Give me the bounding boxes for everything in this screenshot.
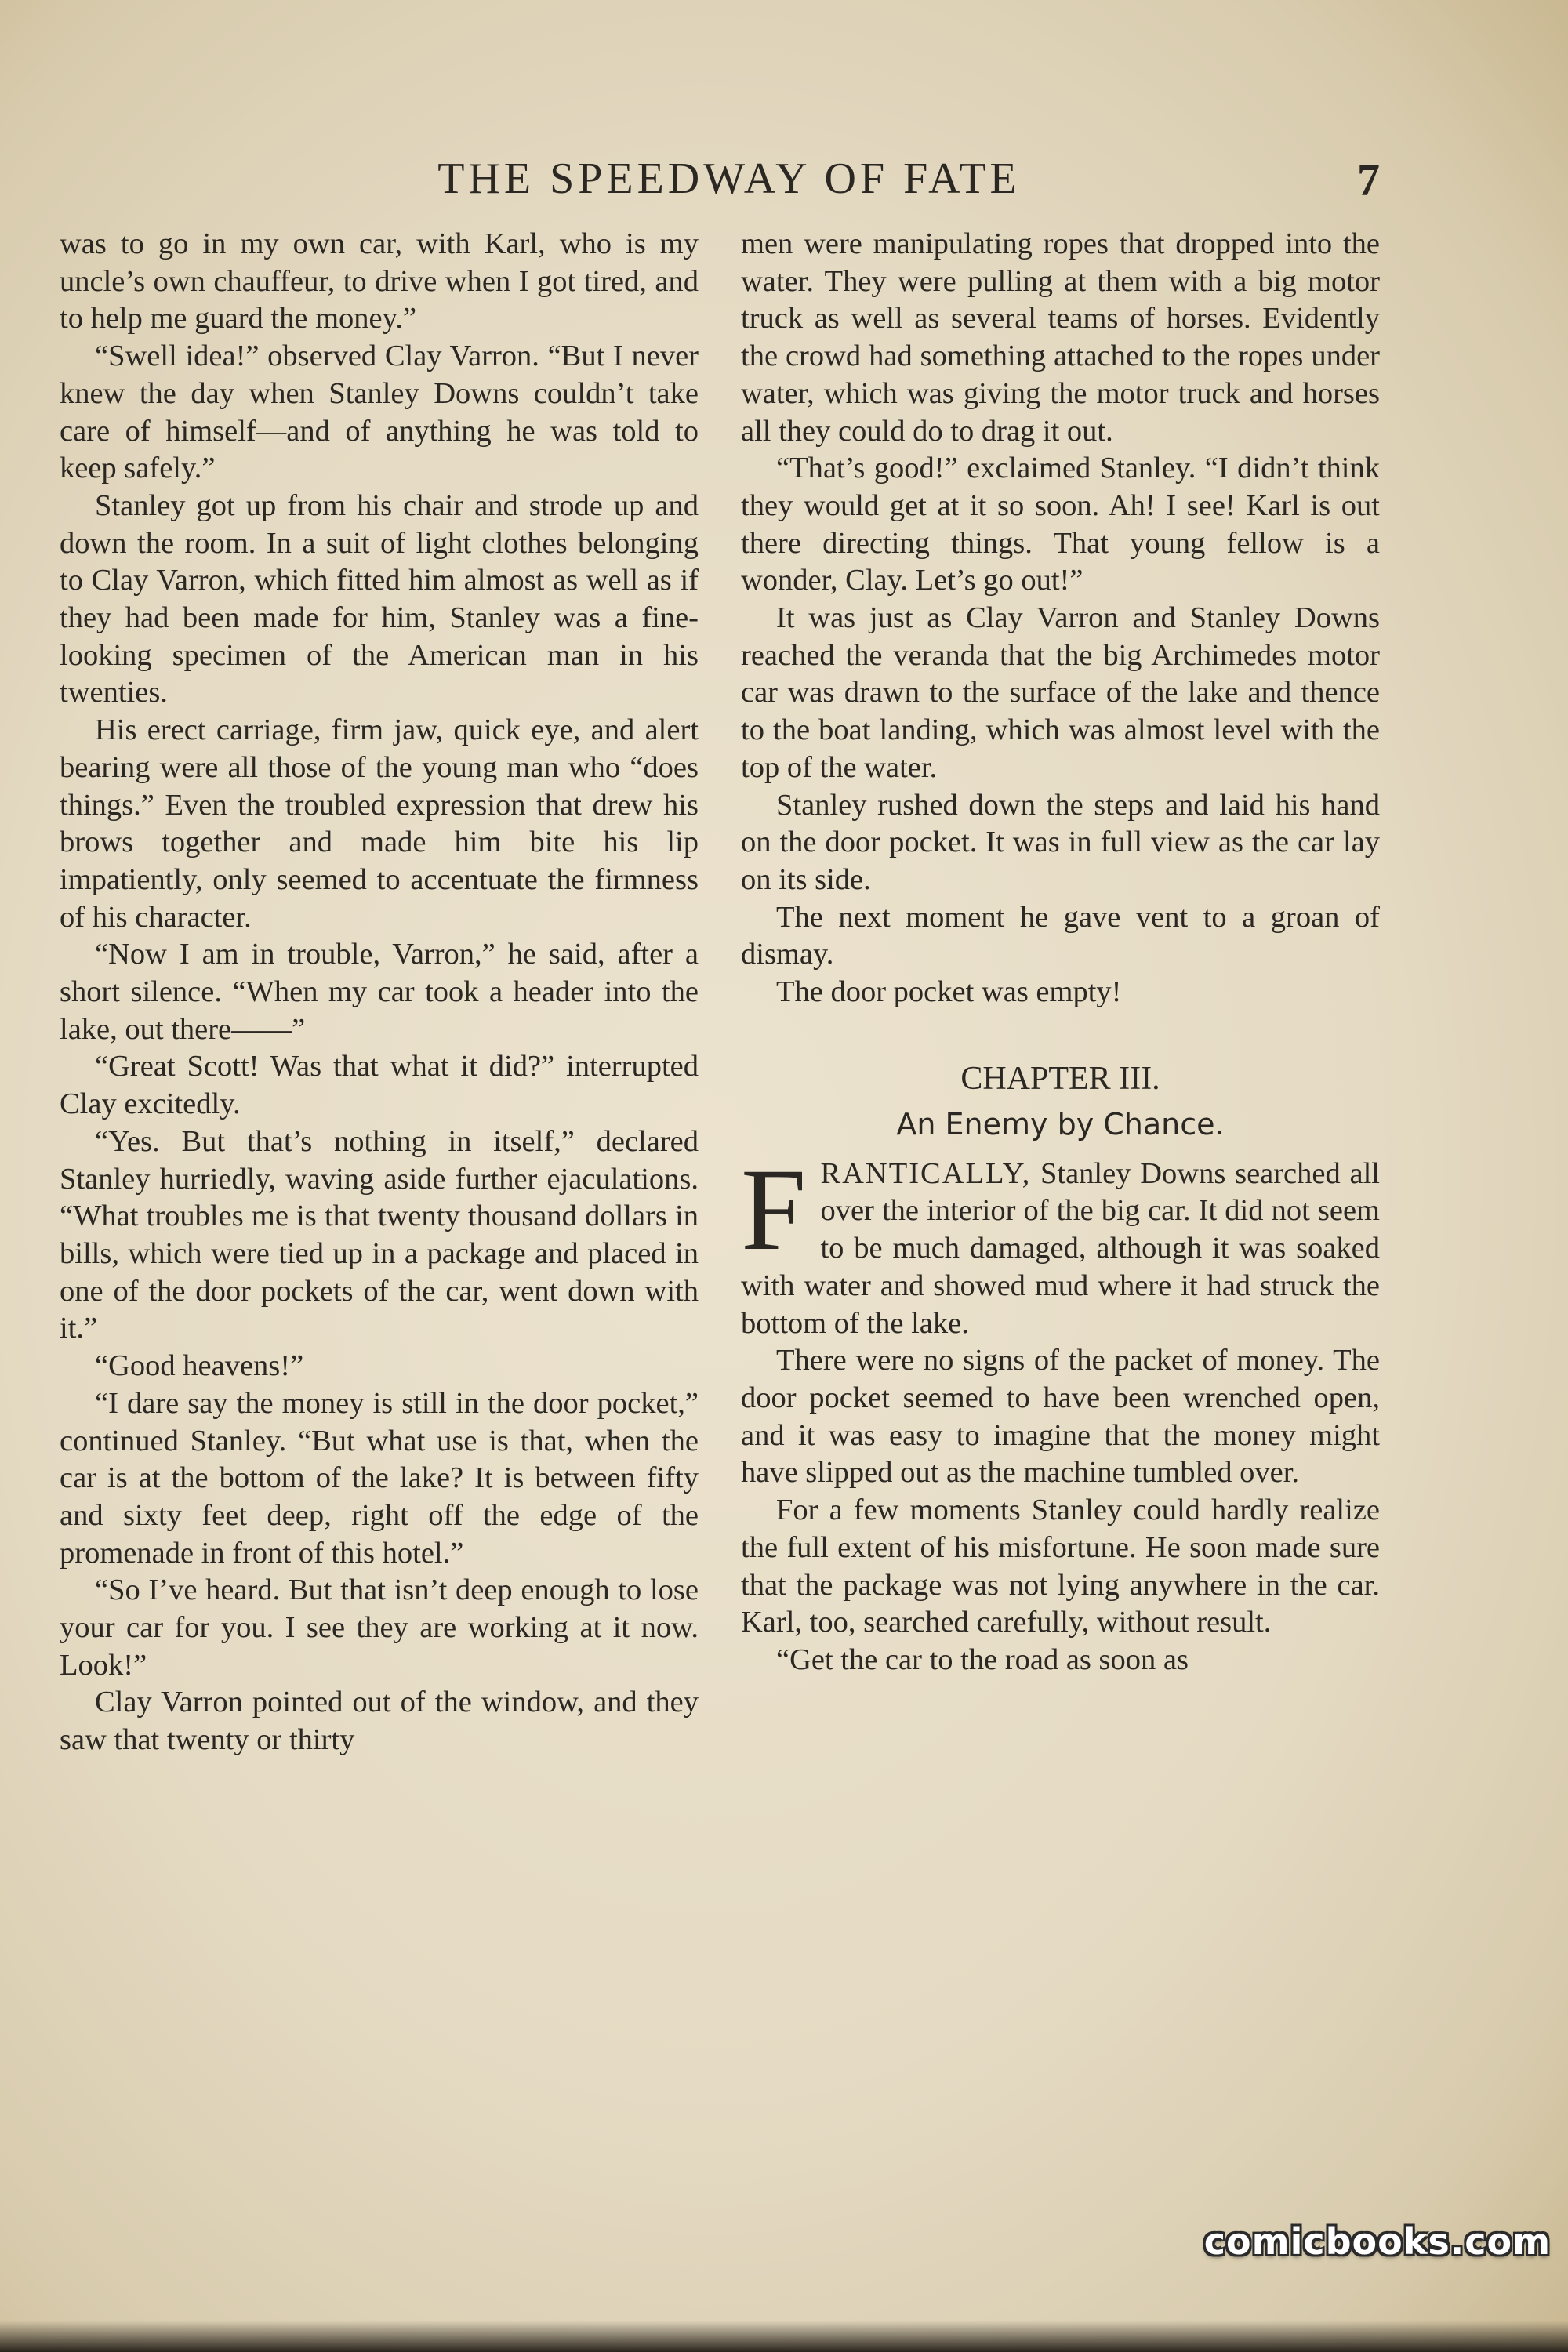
chapter-opening-paragraph: [741, 1144, 1380, 1343]
paragraph: The door pocket was empty!: [776, 975, 1122, 1009]
paragraph: Clay Varron pointed out of the window, and they saw that twenty or thirty: [60, 1686, 699, 1757]
paragraph: Stanley rushed down the steps and laid his hand on the door pocket. It was in full view as the car lay on its side.: [741, 788, 1380, 896]
paragraph: For a few moments Stanley could hardly realize the full extent of his misfortune. He soon made sure that the package was not lying anywhere in the car. Karl, too, searched carefully, without result.: [741, 1494, 1380, 1639]
paragraph: There were no signs of the packet of money. The door pocket seemed to have been wrenched open, and it was easy to imagine that the money might have slipped out as the machine tumbled over.: [741, 1344, 1380, 1490]
paragraph: Stanley got up from his chair and strode up and down the room. In a suit of light clothes belonging to Clay Varron, which fitted him almost as well as if they had been made for him, Stanley was a fine-looking specimen of the American man in his twenties.: [60, 488, 699, 710]
drop-cap: F: [741, 1144, 807, 1275]
paragraph: “Get the car to the road as soon as: [776, 1642, 1189, 1676]
paragraph: “Great Scott! Was that what it did?” interrupted Clay excitedly.: [60, 1050, 699, 1121]
paragraph: “Now I am in trouble, Varron,” he said, after a short silence. “When my car took a header into the lake, out there——”: [60, 938, 699, 1046]
paragraph: men were manipulating ropes that dropped into the water. They were pulling at them with a big motor truck as well as several teams of horses. Evidently the crowd had something attached to the ropes under water, which was giving the motor truck and horses all they could do to drag it out.: [741, 227, 1380, 448]
chapter-heading: CHAPTER III.: [960, 1060, 1160, 1097]
paragraph: “Good heavens!”: [95, 1349, 304, 1383]
left-column: [60, 226, 699, 1759]
paragraph: “I dare say the money is still in the door pocket,” continued Stanley. “But what use is that, when the car is at the bottom of the lake? It is between fifty and sixty feet deep, right off the edge of the promenade in front of this hotel.”: [60, 1386, 699, 1570]
running-title: THE SPEEDWAY OF FATE: [437, 154, 1021, 203]
paragraph: “That’s good!” exclaimed Stanley. “I didn’t think they would get at it so soon. Ah! I see! Karl is out there directing things. That young fellow is a wonder, Clay. Let’s go out!”: [741, 452, 1380, 597]
page-number: 7: [1357, 154, 1380, 205]
opening-small-caps: RANTICALLY,: [820, 1156, 1032, 1190]
opening-text: Stanley Downs searched all over the interior of the big car. It did not seem to be much damaged, although it was soaked with water and showed mud where it had struck the bottom of the lake.: [741, 1156, 1380, 1340]
paragraph: “So I’ve heard. But that isn’t deep enough to lose your car for you. I see they are working at it now. Look!”: [60, 1573, 699, 1682]
paragraph: was to go in my own car, with Karl, who is my uncle’s own chauffeur, to drive when I got tired, and to help me guard the money.”: [60, 227, 699, 336]
watermark: comicbooks.com: [1203, 2220, 1551, 2263]
paragraph: “Yes. But that’s nothing in itself,” declared Stanley hurriedly, waving aside further ejaculations. “What troubles me is that twenty thousand dollars in bills, which were tied up in a package and placed in one of the door pockets of the car, went down with it.”: [60, 1124, 699, 1345]
paragraph: His erect carriage, firm jaw, quick eye, and alert bearing were all those of the young man who “does things.” Even the troubled expression that drew his brows together and made him bite his lip impatiently, only seemed to accentuate the firmness of his character.: [60, 713, 699, 934]
right-column: [741, 226, 1380, 1679]
paragraph: It was just as Clay Varron and Stanley Downs reached the veranda that the big Archimedes motor car was drawn to the surface of the lake and thence to the boat landing, which was almost level with the top of the water.: [741, 601, 1380, 784]
chapter-subtitle: An Enemy by Chance.: [896, 1106, 1225, 1142]
page-bottom-edge: [0, 2321, 1568, 2352]
paragraph: The next moment he gave vent to a groan of dismay.: [741, 900, 1380, 971]
paragraph: “Swell idea!” observed Clay Varron. “But I never knew the day when Stanley Downs couldn’t take care of himself—and of anything he was told to keep safely.”: [60, 339, 699, 485]
